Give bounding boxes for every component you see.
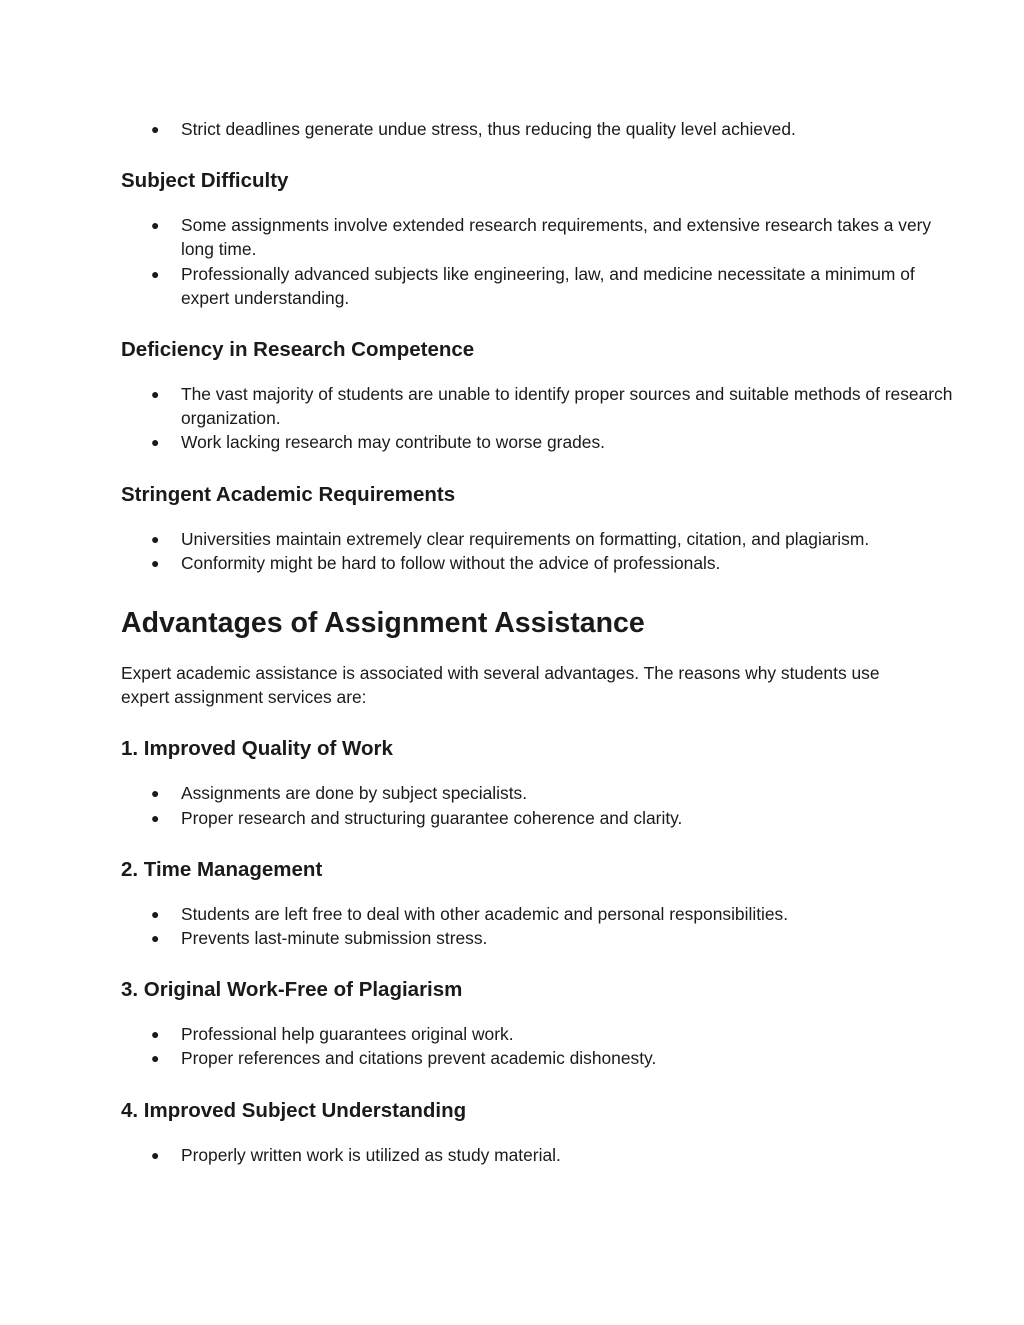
list-item: ● Strict deadlines generate undue stress, thus reducing the quality level achieved. <box>121 117 961 141</box>
section-heading-subject-understanding: 4. Improved Subject Understanding <box>121 1098 467 1122</box>
list-item: ● Assignments are done by subject specialists. <box>121 781 961 805</box>
list-item: ● Proper research and structuring guarantee coherence and clarity. <box>121 806 961 830</box>
list-item: ● Conformity might be hard to follow without the advice of professionals. <box>121 551 961 575</box>
list-item: ● Proper references and citations prevent academic dishonesty. <box>121 1046 961 1070</box>
list-item: ● Professional help guarantees original work. <box>121 1022 961 1046</box>
list-item: ● Properly written work is utilized as study material. <box>121 1143 961 1167</box>
bullet-list-time-management <box>121 902 904 950</box>
bullet-icon: ● <box>151 386 160 403</box>
bullet-icon: ● <box>151 1026 160 1043</box>
bullet-icon: ● <box>151 1146 160 1163</box>
bullet-list-subject-understanding <box>121 1143 904 1167</box>
bullet-icon: ● <box>151 265 160 282</box>
bullet-icon: ● <box>151 905 160 922</box>
bullet-icon: ● <box>151 530 160 547</box>
list-item: ● Students are left free to deal with other academic and personal responsibilities. <box>121 902 961 926</box>
advantages-intro-paragraph: Expert academic assistance is associated with several advantages. The reasons why students use expert assignment services are: <box>121 663 880 708</box>
bullet-list-research-competence <box>121 382 953 455</box>
section-heading-advantages: Advantages of Assignment Assistance <box>121 607 645 640</box>
bullet-icon: ● <box>151 785 160 802</box>
bullet-icon: ● <box>151 554 160 571</box>
bullet-list-academic-requirements <box>121 527 904 575</box>
list-item: ● Prevents last-minute submission stress. <box>121 926 961 950</box>
bullet-icon: ● <box>151 434 160 451</box>
list-item: ● Work lacking research may contribute to worse grades. <box>121 430 961 454</box>
section-heading-research-competence: Deficiency in Research Competence <box>121 338 475 362</box>
bullet-list-original-work <box>121 1022 904 1070</box>
bullet-icon: ● <box>151 217 160 234</box>
list-item: ● Professionally advanced subjects like engineering, law, and medicine necessitate a minimum of expert understanding. <box>151 263 915 308</box>
bullet-icon: ● <box>151 930 160 947</box>
list-item: ● Some assignments involve extended research requirements, and extensive research takes a very long time. <box>151 215 932 260</box>
bullet-list-subject-difficulty <box>121 213 932 310</box>
bullet-list-deadlines <box>121 117 904 141</box>
bullet-icon: ● <box>151 121 160 137</box>
section-heading-original-work: 3. Original Work-Free of Plagiarism <box>121 978 463 1002</box>
section-heading-quality: 1. Improved Quality of Work <box>121 737 393 761</box>
bullet-list-quality <box>121 781 904 829</box>
bullet-icon: ● <box>151 809 160 826</box>
section-heading-academic-requirements: Stringent Academic Requirements <box>121 482 456 506</box>
section-heading-subject-difficulty: Subject Difficulty <box>121 169 289 193</box>
section-heading-time-management: 2. Time Management <box>121 857 323 881</box>
bullet-icon: ● <box>151 1050 160 1067</box>
list-item: ● The vast majority of students are unable to identify proper sources and suitable methods of research organization. <box>151 384 953 429</box>
list-item: ● Universities maintain extremely clear requirements on formatting, citation, and plagiarism. <box>121 527 961 551</box>
